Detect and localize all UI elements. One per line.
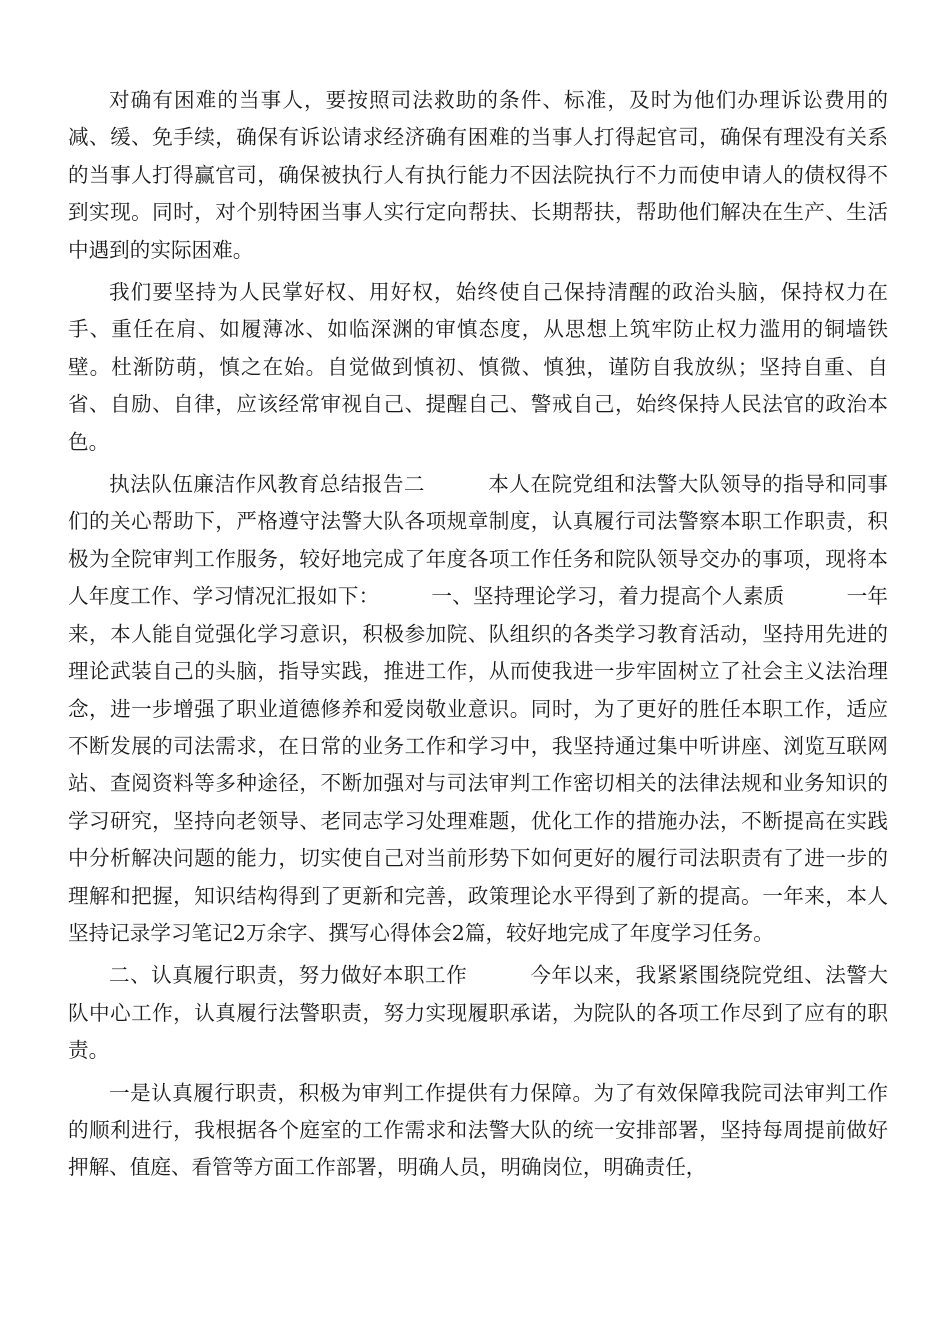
- paragraph-2: 我们要坚持为人民掌好权、用好权，始终使自己保持清醒的政治头脑，保持权力在手、重任在肩、如履薄冰、如临深渊的审慎态度，从思想上筑牢防止权力滥用的铜墙铁壁。杜渐防萌，慎之在始。自觉做到慎初、慎微、慎独，谨防自我放纵；坚持自重、自省、自励、自律，应该经常审视自己、提醒自己、警戒自己，始终保持人民法官的政治本色。: [68, 280, 888, 454]
- document-page: [68, 82, 888, 1192]
- paragraph-5: 一是认真履行职责，积极为审判工作提供有力保障。为了有效保障我院司法审判工作的顺利进行，我根据各个庭室的工作需求和法警大队的统一安排部署，坚持每周提前做好押解、值庭、看管等方面工作部署，明确人员，明确岗位，明确责任，: [68, 1080, 888, 1180]
- paragraph-4: 二、认真履行职责，努力做好本职工作 今年以来，我紧紧围绕院党组、法警大队中心工作，认真履行法警职责，努力实现履职承诺，为院队的各项工作尽到了应有的职责。: [68, 963, 888, 1063]
- paragraph-1: 对确有困难的当事人，要按照司法救助的条件、标准，及时为他们办理诉讼费用的减、缓、免手续，确保有诉讼请求经济确有困难的当事人打得起官司，确保有理没有关系的当事人打得赢官司，确保被执行人有执行能力不因法院执行不力而使申请人的债权得不到实现。同时，对个别特困当事人实行定向帮扶、长期帮扶，帮助他们解决在生产、生活中遇到的实际困难。: [68, 88, 888, 262]
- paragraph-3: 执法队伍廉洁作风教育总结报告二 本人在院党组和法警大队领导的指导和同事们的关心帮助下，严格遵守法警大队各项规章制度，认真履行司法警察本职工作职责，积极为全院审判工作服务，较好地完成了年度各项工作任务和院队领导交办的事项，现将本人年度工作、学习情况汇报如下： 一、坚持理论学习，着力提高个人素质 一年来，本人能自觉强化学习意识，积极参加院、队组织的各类学习教育活动，坚持用先进的理论武装自己的头脑，指导实践，推进工作，从而使我进一步牢固树立了社会主义法治理念，进一步增强了职业道德修养和爱岗敬业意识。同时，为了更好的胜任本职工作，适应不断发展的司法需求，在日常的业务工作和学习中，我坚持通过集中听讲座、浏览互联网站、查阅资料等多种途径，不断加强对与司法审判工作密切相关的法律法规和业务知识的学习研究，坚持向老领导、老同志学习处理难题，优化工作的措施办法，不断提高在实践中分析解决问题的能力，切实使自己对当前形势下如何更好的履行司法职责有了进一步的理解和把握，知识结构得到了更新和完善，政策理论水平得到了新的提高。一年来，本人坚持记录学习笔记2万余字、撰写心得体会2篇，较好地完成了年度学习任务。: [68, 472, 888, 945]
